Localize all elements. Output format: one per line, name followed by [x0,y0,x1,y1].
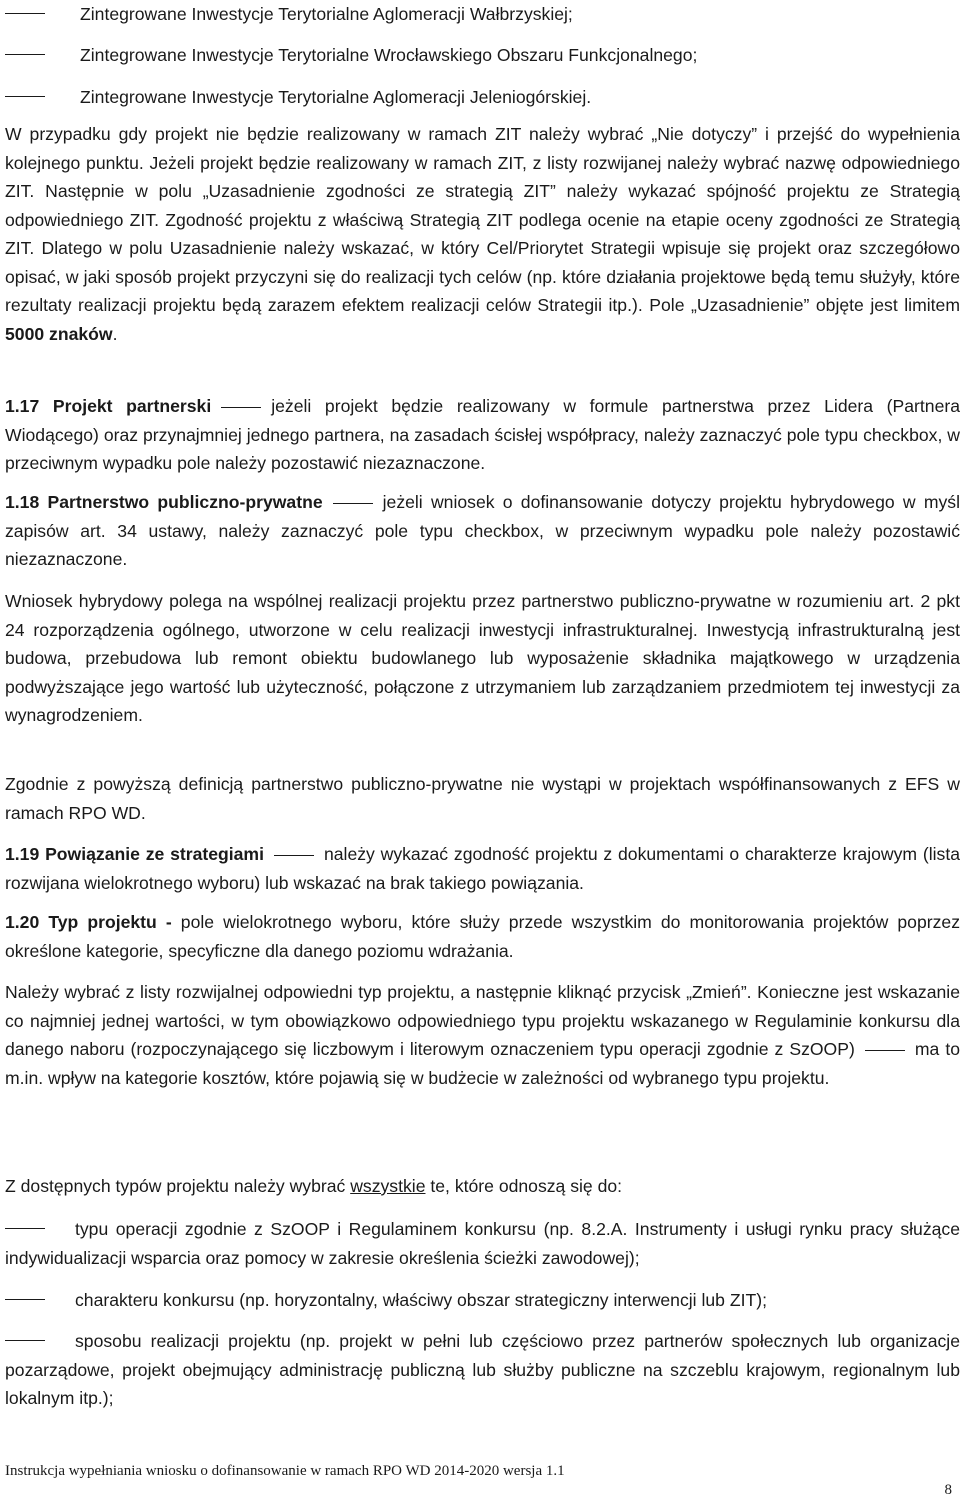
page-footer: Instrukcja wypełniania wniosku o dofinansowanie w ramach RPO WD 2014-2020 wersja 1.1 [5,1463,565,1479]
em-dash [865,1050,905,1051]
project-type-text-end: ma to m.in. wpływ na kategorie kosztów, które pojawią się w budżecie w zależności od wybranego typu projektu. [5,1039,960,1088]
zit-paragraph-text: W przypadku gdy projekt nie będzie realizowany w ramach ZIT należy wybrać „Nie dotyczy” i przejść do wypełnienia kolejnego punktu. Jeżeli projekt będzie realizowany w ramach ZIT, z listy rozwijanej należy wybrać nazwę odpowiedniego ZIT. Następnie w polu „Uzasadnienie zgodności ze strategią ZIT” należy wykazać spójność projektu ze Strategią odpowiedniego ZIT. Zgodność projektu z właściwą Strategią ZIT podlega ocenie na etapie oceny zgodności ze Strategią ZIT. Dlatego w polu Uzasadnienie należy wskazać, w który Cel/Priorytet Strategii wpisuje się projekt oraz szczegółowo opisać, w jaki sposób projekt przyczyni się do realizacji tych celów (np. które działania projektowe będą temu służyły, które rezultaty realizacji projektu będą zarazem efektem realizacji celów Strategii itp.). Pole „Uzasadnienie” objęte jest limitem [5,124,960,315]
section-number: 1.18 [5,492,40,512]
list-item-text: Zintegrowane Inwestycje Terytorialne Wrocławskiego Obszaru Funkcjonalnego; [80,45,698,65]
list-item-text: Zintegrowane Inwestycje Terytorialne Aglomeracji Jeleniogórskiej. [80,87,592,107]
list-item [5,1215,960,1272]
list-item [5,1327,960,1413]
zit-paragraph-end: . [112,323,118,344]
dash-bullet [5,1299,45,1300]
dash-bullet [5,96,45,97]
choose-text-end: te, które odnoszą się do: [425,1176,623,1196]
list-item-text: Zintegrowane Inwestycje Terytorialne Aglomeracji Wałbrzyskiej; [80,4,573,24]
section-1-18 [5,488,960,574]
section-1-20 [5,908,960,965]
section-number: 1.20 [5,912,40,932]
em-dash [274,855,314,856]
project-type-paragraph [5,978,960,1092]
zit-paragraph [5,120,960,348]
dash-bullet [5,1228,45,1229]
em-dash [333,503,373,504]
dash-bullet [5,54,45,55]
section-number: 1.19 [5,844,40,864]
section-text: pole wielokrotnego wyboru, które służy przede wszystkim do monitorowania projektów poprzez określone kategorie, specyficzne dla danego poziomu wdrażania. [5,912,960,961]
dash-bullet [5,1340,45,1341]
hybrid-paragraph: Wniosek hybrydowy polega na wspólnej realizacji projektu przez partnerstwo publiczno-prywatne w rozumieniu art. 2 pkt 24 rozporządzenia ogólnego, utworzone w celu realizacji inwestycji infrastrukturalnej. Inwestycją infrastrukturalną jest budowa, przebudowa lub remont obiektu budowlanego lub wyposażenie składnika majątkowego w urządzenia podwyższające jego wartość lub użyteczność, połączone z utrzymaniem lub zarządzaniem przedmiotem tej inwestycji za wynagrodzeniem. [5,591,960,725]
section-1-19 [5,840,960,897]
efs-paragraph: Zgodnie z powyższą definicją partnerstwo publiczno-prywatne nie wystąpi w projektach współfinansowanych z EFS w ramach RPO WD. [5,774,960,823]
underlined-word: wszystkie [350,1176,426,1196]
project-type-text: Należy wybrać z listy rozwijalnej odpowiedni typ projektu, a następnie kliknąć przycisk „Zmień”. Konieczne jest wskazanie co najmniej jednej wartości, w tym obowiązkowo odpowiedniego typu projektu wskazanego w Regulaminie konkursu dla danego naboru (rozpoczynającego się liczbowym i literowym oznaczeniem typu operacji zgodnie z SzOOP) [5,982,960,1059]
choose-text: Z dostępnych typów projektu należy wybrać [5,1176,351,1196]
list-item-text: typu operacji zgodnie z SzOOP i Regulaminem konkursu (np. 8.2.A. Instrumenty i usługi rynku pracy służące indywidualizacji wsparcia oraz pomocy w zakresie określenia ścieżki zawodowej); [5,1219,960,1268]
section-text: jeżeli wniosek o dofinansowanie dotyczy projektu hybrydowego w myśl zapisów art. 34 ustawy, należy zaznaczyć pole typu checkbox, w przeciwnym wypadku pole należy pozostawić niezaznaczone. [5,492,960,569]
choose-types-paragraph [5,1172,960,1201]
list-item-text: sposobu realizacji projektu (np. projekt w pełni lub częściowo przez partnerów społecznych lub organizacje pozarządowe, projekt obejmujący administrację publiczną lub służby publiczne na szczeblu krajowym, regionalnym lub lokalnym itp.); [5,1331,960,1408]
dash-bullet [5,13,45,14]
list-item-text: charakteru konkursu (np. horyzontalny, właściwy obszar strategiczny interwencji lub ZIT); [75,1290,767,1310]
section-title: Powiązanie ze strategiami [45,844,264,864]
section-1-17 [5,392,960,478]
section-title: Projekt partnerski [52,396,212,416]
section-title: Typ projektu - [48,912,172,932]
char-limit: 5000 znaków [5,323,113,344]
list-item [5,1286,960,1315]
section-text: należy wykazać zgodność projektu z dokumentami o charakterze krajowym (lista rozwijana wielokrotnego wyboru) lub wskazać na brak takiego powiązania. [5,844,960,893]
em-dash [221,407,261,408]
section-title: Partnerstwo publiczno-prywatne [47,492,323,512]
section-number: 1.17 [5,396,40,416]
section-text: jeżeli projekt będzie realizowany w formule partnerstwa przez Lidera (Partnera Wiodącego) oraz przynajmniej jednego partnera, na zasadach ścisłej współpracy, należy zaznaczyć pole typu checkbox, w przeciwnym wypadku pole należy pozostawić niezaznaczone. [5,396,960,473]
page-number: 8 [944,1482,952,1498]
